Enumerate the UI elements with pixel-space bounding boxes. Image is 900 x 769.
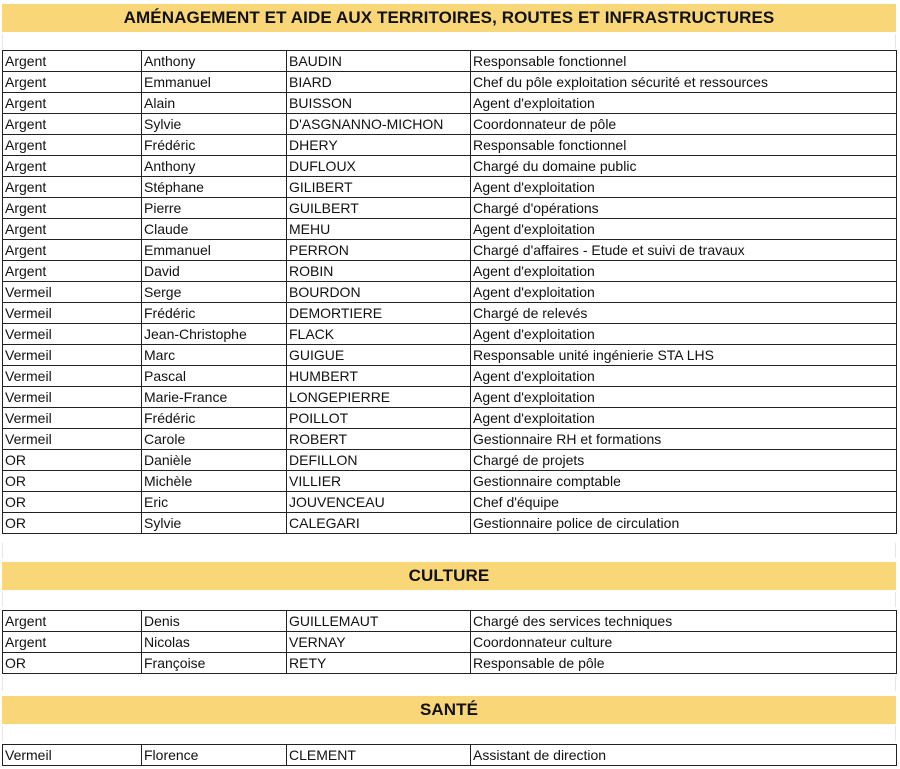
medal-cell: Vermeil [3, 345, 142, 366]
last-name-cell: DEFILLON [287, 450, 471, 471]
medal-cell: Vermeil [3, 282, 142, 303]
section-title-sante: SANTÉ [2, 696, 896, 724]
last-name-cell: BOURDON [287, 282, 471, 303]
last-name-cell: GUIGUE [287, 345, 471, 366]
job-title-cell: Responsable de pôle [471, 653, 897, 674]
job-title-cell: Assistant de direction [471, 745, 897, 766]
medal-cell: Vermeil [3, 324, 142, 345]
table-row [3, 135, 897, 156]
medal-cell: Argent [3, 198, 142, 219]
last-name-cell: FLACK [287, 324, 471, 345]
last-name-cell: HUMBERT [287, 366, 471, 387]
medal-cell: Argent [3, 93, 142, 114]
first-name-cell: Pascal [142, 366, 287, 387]
medal-cell: Vermeil [3, 408, 142, 429]
first-name-cell: Michèle [142, 471, 287, 492]
last-name-cell: D'ASGNANNO-MICHON [287, 114, 471, 135]
last-name-cell: DUFLOUX [287, 156, 471, 177]
medal-cell: Argent [3, 135, 142, 156]
table-row [3, 72, 897, 93]
spacer-row [2, 543, 896, 558]
table-row [3, 114, 897, 135]
job-title-cell: Gestionnaire police de circulation [471, 513, 897, 534]
table-row [3, 93, 897, 114]
table-row [3, 429, 897, 450]
job-title-cell: Agent d'exploitation [471, 261, 897, 282]
medal-cell: Argent [3, 72, 142, 93]
last-name-cell: CALEGARI [287, 513, 471, 534]
last-name-cell: JOUVENCEAU [287, 492, 471, 513]
medal-table-sante [2, 744, 897, 766]
table-row [3, 387, 897, 408]
table-row [3, 303, 897, 324]
first-name-cell: Danièle [142, 450, 287, 471]
last-name-cell: BIARD [287, 72, 471, 93]
medal-cell: OR [3, 471, 142, 492]
medal-cell: OR [3, 653, 142, 674]
first-name-cell: Florence [142, 745, 287, 766]
last-name-cell: DEMORTIERE [287, 303, 471, 324]
table-row [3, 408, 897, 429]
last-name-cell: ROBERT [287, 429, 471, 450]
first-name-cell: Françoise [142, 653, 287, 674]
medal-cell: OR [3, 492, 142, 513]
first-name-cell: Jean-Christophe [142, 324, 287, 345]
first-name-cell: Frédéric [142, 135, 287, 156]
job-title-cell: Chef d'équipe [471, 492, 897, 513]
first-name-cell: Serge [142, 282, 287, 303]
first-name-cell: Claude [142, 219, 287, 240]
table-row [3, 177, 897, 198]
table-row [3, 611, 897, 632]
job-title-cell: Agent d'exploitation [471, 219, 897, 240]
first-name-cell: Sylvie [142, 513, 287, 534]
table-row [3, 513, 897, 534]
last-name-cell: BAUDIN [287, 51, 471, 72]
job-title-cell: Responsable unité ingénierie STA LHS [471, 345, 897, 366]
job-title-cell: Agent d'exploitation [471, 408, 897, 429]
table-row [3, 345, 897, 366]
medal-cell: Vermeil [3, 429, 142, 450]
medal-cell: Vermeil [3, 303, 142, 324]
first-name-cell: Stéphane [142, 177, 287, 198]
medal-cell: OR [3, 513, 142, 534]
job-title-cell: Chargé d'affaires - Etude et suivi de travaux [471, 240, 897, 261]
table-row [3, 492, 897, 513]
last-name-cell: VERNAY [287, 632, 471, 653]
job-title-cell: Gestionnaire comptable [471, 471, 897, 492]
first-name-cell: Denis [142, 611, 287, 632]
first-name-cell: Frédéric [142, 303, 287, 324]
last-name-cell: VILLIER [287, 471, 471, 492]
medal-cell: Argent [3, 114, 142, 135]
spacer-row [2, 726, 896, 741]
first-name-cell: Eric [142, 492, 287, 513]
job-title-cell: Chargé des services techniques [471, 611, 897, 632]
last-name-cell: CLEMENT [287, 745, 471, 766]
job-title-cell: Chargé du domaine public [471, 156, 897, 177]
section-title-culture: CULTURE [2, 562, 896, 590]
job-title-cell: Chef du pôle exploitation sécurité et ressources [471, 72, 897, 93]
last-name-cell: DHERY [287, 135, 471, 156]
first-name-cell: Pierre [142, 198, 287, 219]
first-name-cell: Marc [142, 345, 287, 366]
medal-cell: Vermeil [3, 387, 142, 408]
medal-cell: Argent [3, 156, 142, 177]
job-title-cell: Responsable fonctionnel [471, 135, 897, 156]
table-row [3, 198, 897, 219]
table-row [3, 745, 897, 766]
job-title-cell: Chargé d'opérations [471, 198, 897, 219]
medal-table-amenagement [2, 50, 897, 534]
job-title-cell: Chargé de relevés [471, 303, 897, 324]
last-name-cell: GUILBERT [287, 198, 471, 219]
spacer-row [2, 676, 896, 691]
job-title-cell: Agent d'exploitation [471, 324, 897, 345]
table-row [3, 366, 897, 387]
last-name-cell: MEHU [287, 219, 471, 240]
table-row [3, 282, 897, 303]
table-row [3, 261, 897, 282]
job-title-cell: Agent d'exploitation [471, 387, 897, 408]
last-name-cell: PERRON [287, 240, 471, 261]
table-row [3, 450, 897, 471]
medal-cell: Argent [3, 51, 142, 72]
job-title-cell: Agent d'exploitation [471, 93, 897, 114]
first-name-cell: Emmanuel [142, 240, 287, 261]
first-name-cell: Anthony [142, 51, 287, 72]
medal-cell: Vermeil [3, 745, 142, 766]
job-title-cell: Agent d'exploitation [471, 282, 897, 303]
job-title-cell: Gestionnaire RH et formations [471, 429, 897, 450]
table-row [3, 219, 897, 240]
last-name-cell: ROBIN [287, 261, 471, 282]
medal-cell: Argent [3, 611, 142, 632]
last-name-cell: GILIBERT [287, 177, 471, 198]
job-title-cell: Coordonnateur de pôle [471, 114, 897, 135]
section-title-amenagement: AMÉNAGEMENT ET AIDE AUX TERRITOIRES, ROUTES ET INFRASTRUCTURES [2, 4, 896, 32]
table-row [3, 51, 897, 72]
job-title-cell: Agent d'exploitation [471, 366, 897, 387]
spacer-row [2, 34, 896, 49]
table-row [3, 156, 897, 177]
job-title-cell: Coordonnateur culture [471, 632, 897, 653]
medal-cell: Argent [3, 240, 142, 261]
job-title-cell: Agent d'exploitation [471, 177, 897, 198]
last-name-cell: BUISSON [287, 93, 471, 114]
medal-cell: Vermeil [3, 366, 142, 387]
last-name-cell: RETY [287, 653, 471, 674]
table-row [3, 324, 897, 345]
last-name-cell: LONGEPIERRE [287, 387, 471, 408]
first-name-cell: Anthony [142, 156, 287, 177]
last-name-cell: GUILLEMAUT [287, 611, 471, 632]
first-name-cell: Emmanuel [142, 72, 287, 93]
table-row [3, 653, 897, 674]
medal-cell: Argent [3, 261, 142, 282]
spacer-row [2, 592, 896, 607]
table-row [3, 240, 897, 261]
medal-cell: OR [3, 450, 142, 471]
medal-cell: Argent [3, 219, 142, 240]
medal-table-culture [2, 610, 897, 674]
job-title-cell: Chargé de projets [471, 450, 897, 471]
first-name-cell: Sylvie [142, 114, 287, 135]
first-name-cell: Carole [142, 429, 287, 450]
first-name-cell: Alain [142, 93, 287, 114]
last-name-cell: POILLOT [287, 408, 471, 429]
first-name-cell: Marie-France [142, 387, 287, 408]
medal-cell: Argent [3, 177, 142, 198]
medal-cell: Argent [3, 632, 142, 653]
table-row [3, 632, 897, 653]
job-title-cell: Responsable fonctionnel [471, 51, 897, 72]
first-name-cell: Frédéric [142, 408, 287, 429]
first-name-cell: David [142, 261, 287, 282]
table-row [3, 471, 897, 492]
first-name-cell: Nicolas [142, 632, 287, 653]
